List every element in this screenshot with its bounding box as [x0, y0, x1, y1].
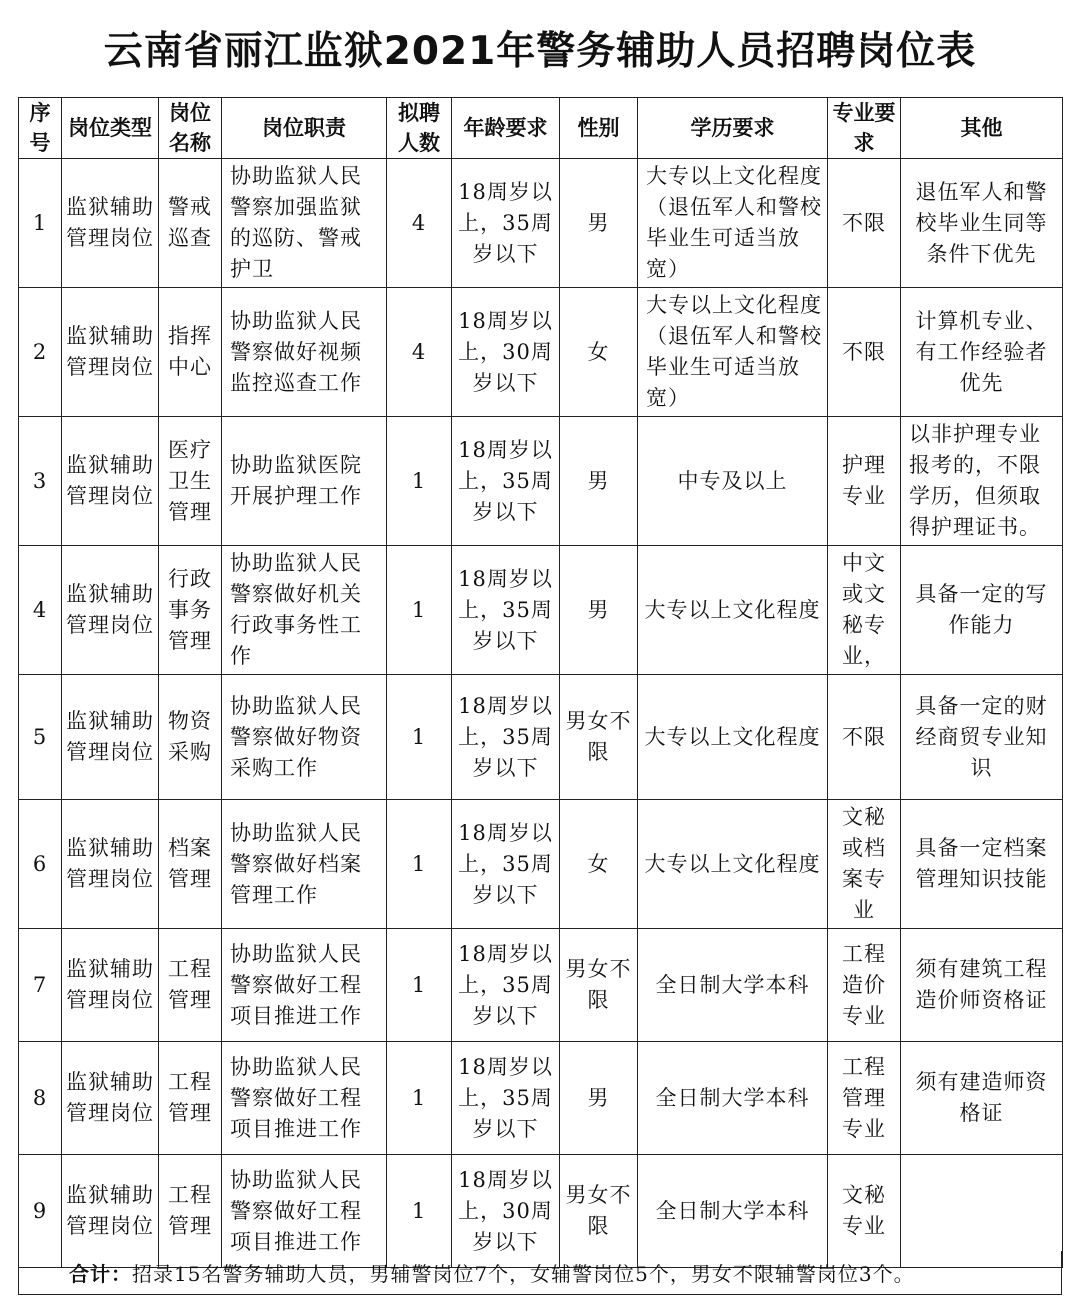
cell-no: 3	[19, 417, 62, 546]
table-row	[19, 929, 1063, 1042]
cell-type: 监狱辅助管理岗位	[62, 417, 159, 546]
cell-count: 1	[387, 675, 452, 800]
cell-type: 监狱辅助管理岗位	[62, 929, 159, 1042]
header-count: 拟聘人数	[387, 98, 452, 159]
header-no: 序号	[19, 98, 62, 159]
summary-label: 合计：	[69, 1262, 132, 1286]
cell-gender: 男	[560, 546, 638, 675]
table-row	[19, 800, 1063, 929]
cell-edu: 中专及以上	[638, 417, 828, 546]
cell-gender: 男女不限	[560, 675, 638, 800]
cell-type: 监狱辅助管理岗位	[62, 546, 159, 675]
cell-no: 9	[19, 1155, 62, 1268]
header-major: 专业要求	[828, 98, 901, 159]
cell-age: 18周岁以上，30周岁以下	[452, 1155, 560, 1268]
cell-name: 警戒巡查	[159, 159, 222, 288]
summary-text: 招录15名警务辅助人员，男辅警岗位7个，女辅警岗位5个，男女不限辅警岗位3个。	[132, 1262, 915, 1286]
cell-name: 指挥中心	[159, 288, 222, 417]
header-duty: 岗位职责	[222, 98, 387, 159]
cell-type: 监狱辅助管理岗位	[62, 288, 159, 417]
header-age: 年龄要求	[452, 98, 560, 159]
cell-no: 4	[19, 546, 62, 675]
cell-no: 6	[19, 800, 62, 929]
cell-gender: 男	[560, 159, 638, 288]
header-name: 岗位名称	[159, 98, 222, 159]
cell-other: 须有建筑工程造价师资格证	[901, 929, 1063, 1042]
cell-other: 以非护理专业报考的，不限学历，但须取得护理证书。	[901, 417, 1063, 546]
cell-count: 1	[387, 1155, 452, 1268]
cell-type: 监狱辅助管理岗位	[62, 675, 159, 800]
cell-age: 18周岁以上，35周岁以下	[452, 417, 560, 546]
table-row	[19, 417, 1063, 546]
cell-gender: 男	[560, 417, 638, 546]
cell-name: 物资采购	[159, 675, 222, 800]
cell-duty: 协助监狱人民警察做好工程项目推进工作	[222, 1155, 387, 1268]
cell-other: 须有建造师资格证	[901, 1042, 1063, 1155]
cell-edu: 大专以上文化程度（退伍军人和警校毕业生可适当放宽）	[638, 288, 828, 417]
table-row	[19, 288, 1063, 417]
cell-name: 工程管理	[159, 1042, 222, 1155]
cell-edu: 大专以上文化程度	[638, 546, 828, 675]
cell-age: 18周岁以上，35周岁以下	[452, 675, 560, 800]
cell-duty: 协助监狱医院开展护理工作	[222, 417, 387, 546]
cell-other: 具备一定档案管理知识技能	[901, 800, 1063, 929]
cell-count: 1	[387, 800, 452, 929]
cell-count: 1	[387, 929, 452, 1042]
cell-gender: 男女不限	[560, 1155, 638, 1268]
cell-count: 4	[387, 288, 452, 417]
cell-type: 监狱辅助管理岗位	[62, 159, 159, 288]
positions-table	[18, 97, 1063, 1268]
cell-other: 具备一定的写作能力	[901, 546, 1063, 675]
cell-no: 2	[19, 288, 62, 417]
cell-name: 工程管理	[159, 1155, 222, 1268]
cell-type: 监狱辅助管理岗位	[62, 800, 159, 929]
cell-duty: 协助监狱人民警察做好工程项目推进工作	[222, 1042, 387, 1155]
page-title: 云南省丽江监狱2021年警务辅助人员招聘岗位表	[103, 29, 977, 74]
cell-count: 1	[387, 417, 452, 546]
cell-major: 工程管理专业	[828, 1042, 901, 1155]
table-row	[19, 159, 1063, 288]
cell-gender: 男女不限	[560, 929, 638, 1042]
summary-row	[18, 1251, 1062, 1295]
cell-major: 不限	[828, 159, 901, 288]
table-row	[19, 675, 1063, 800]
cell-name: 工程管理	[159, 929, 222, 1042]
cell-age: 18周岁以上，35周岁以下	[452, 800, 560, 929]
cell-duty: 协助监狱人民警察做好档案管理工作	[222, 800, 387, 929]
cell-type: 监狱辅助管理岗位	[62, 1155, 159, 1268]
cell-edu: 全日制大学本科	[638, 1155, 828, 1268]
cell-age: 18周岁以上，35周岁以下	[452, 929, 560, 1042]
cell-duty: 协助监狱人民警察做好物资采购工作	[222, 675, 387, 800]
cell-duty: 协助监狱人民警察做好工程项目推进工作	[222, 929, 387, 1042]
cell-major: 护理专业	[828, 417, 901, 546]
cell-major: 工程造价专业	[828, 929, 901, 1042]
cell-edu: 全日制大学本科	[638, 929, 828, 1042]
table-row	[19, 1042, 1063, 1155]
cell-duty: 协助监狱人民警察加强监狱的巡防、警戒护卫	[222, 159, 387, 288]
cell-age: 18周岁以上，35周岁以下	[452, 546, 560, 675]
header-gender: 性别	[560, 98, 638, 159]
cell-name: 医疗卫生管理	[159, 417, 222, 546]
header-type: 岗位类型	[62, 98, 159, 159]
cell-major: 文秘或档案专业	[828, 800, 901, 929]
cell-duty: 协助监狱人民警察做好机关行政事务性工作	[222, 546, 387, 675]
cell-major: 不限	[828, 675, 901, 800]
cell-major: 中文或文秘专业，	[828, 546, 901, 675]
cell-major: 不限	[828, 288, 901, 417]
table-header-row	[19, 98, 1063, 159]
header-edu: 学历要求	[638, 98, 828, 159]
cell-edu: 大专以上文化程度	[638, 675, 828, 800]
table-row	[19, 546, 1063, 675]
cell-no: 5	[19, 675, 62, 800]
cell-edu: 大专以上文化程度（退伍军人和警校毕业生可适当放宽）	[638, 159, 828, 288]
cell-gender: 男	[560, 1042, 638, 1155]
cell-edu: 大专以上文化程度	[638, 800, 828, 929]
cell-count: 1	[387, 1042, 452, 1155]
cell-gender: 女	[560, 800, 638, 929]
cell-other: 退伍军人和警校毕业生同等条件下优先	[901, 159, 1063, 288]
cell-count: 1	[387, 546, 452, 675]
cell-age: 18周岁以上，35周岁以下	[452, 1042, 560, 1155]
cell-edu: 全日制大学本科	[638, 1042, 828, 1155]
header-other: 其他	[901, 98, 1063, 159]
cell-gender: 女	[560, 288, 638, 417]
cell-major: 文秘专业	[828, 1155, 901, 1268]
cell-no: 1	[19, 159, 62, 288]
cell-no: 8	[19, 1042, 62, 1155]
cell-type: 监狱辅助管理岗位	[62, 1042, 159, 1155]
cell-other: 具备一定的财经商贸专业知识	[901, 675, 1063, 800]
cell-other: 计算机专业、有工作经验者优先	[901, 288, 1063, 417]
cell-name: 行政事务管理	[159, 546, 222, 675]
cell-name: 档案管理	[159, 800, 222, 929]
cell-duty: 协助监狱人民警察做好视频监控巡查工作	[222, 288, 387, 417]
cell-count: 4	[387, 159, 452, 288]
cell-age: 18周岁以上，35周岁以下	[452, 159, 560, 288]
cell-age: 18周岁以上，30周岁以下	[452, 288, 560, 417]
cell-no: 7	[19, 929, 62, 1042]
